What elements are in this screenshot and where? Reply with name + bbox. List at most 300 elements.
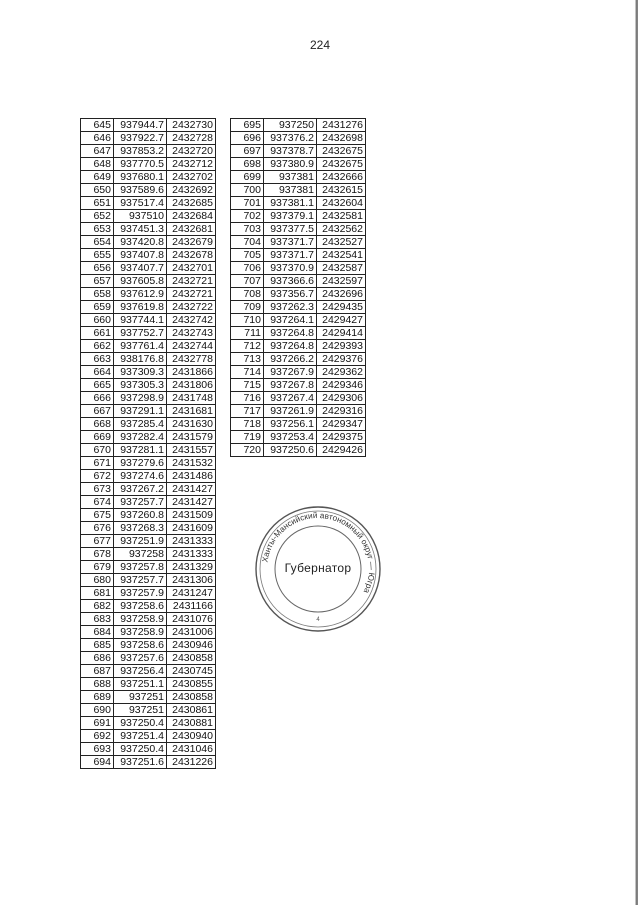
x-coordinate-cell: 937853.2 — [114, 145, 167, 158]
y-coordinate-cell: 2429414 — [317, 327, 366, 340]
y-coordinate-cell: 2432684 — [167, 210, 216, 223]
x-coordinate-cell: 937250.4 — [114, 717, 167, 730]
point-number-cell: 712 — [231, 340, 264, 353]
point-number-cell: 687 — [81, 665, 114, 678]
y-coordinate-cell: 2432778 — [167, 353, 216, 366]
y-coordinate-cell: 2431866 — [167, 366, 216, 379]
x-coordinate-cell: 937381 — [264, 171, 317, 184]
table-row — [81, 327, 216, 340]
point-number-cell: 656 — [81, 262, 114, 275]
y-coordinate-cell: 2431579 — [167, 431, 216, 444]
y-coordinate-cell: 2431226 — [167, 756, 216, 769]
x-coordinate-cell: 937309.3 — [114, 366, 167, 379]
y-coordinate-cell: 2432728 — [167, 132, 216, 145]
table-row — [231, 119, 366, 132]
y-coordinate-cell: 2431306 — [167, 574, 216, 587]
official-stamp — [254, 505, 382, 633]
x-coordinate-cell: 937264.8 — [264, 327, 317, 340]
point-number-cell: 671 — [81, 457, 114, 470]
point-number-cell: 669 — [81, 431, 114, 444]
point-number-cell: 680 — [81, 574, 114, 587]
point-number-cell: 717 — [231, 405, 264, 418]
table-row — [81, 301, 216, 314]
y-coordinate-cell: 2431046 — [167, 743, 216, 756]
y-coordinate-cell: 2432722 — [167, 301, 216, 314]
y-coordinate-cell: 2431333 — [167, 535, 216, 548]
x-coordinate-cell: 937267.8 — [264, 379, 317, 392]
point-number-cell: 673 — [81, 483, 114, 496]
point-number-cell: 676 — [81, 522, 114, 535]
x-coordinate-cell: 937381 — [264, 184, 317, 197]
x-coordinate-cell: 937253.4 — [264, 431, 317, 444]
table-row — [231, 418, 366, 431]
x-coordinate-cell: 937420.8 — [114, 236, 167, 249]
table-row — [231, 353, 366, 366]
stamp-number: 4 — [316, 617, 320, 623]
point-number-cell: 718 — [231, 418, 264, 431]
point-number-cell: 647 — [81, 145, 114, 158]
y-coordinate-cell: 2431006 — [167, 626, 216, 639]
table-row — [81, 288, 216, 301]
table-row — [231, 327, 366, 340]
x-coordinate-cell: 937370.9 — [264, 262, 317, 275]
y-coordinate-cell: 2430861 — [167, 704, 216, 717]
y-coordinate-cell: 2431276 — [317, 119, 366, 132]
table-row — [81, 626, 216, 639]
point-number-cell: 708 — [231, 288, 264, 301]
y-coordinate-cell: 2429427 — [317, 314, 366, 327]
y-coordinate-cell: 2432712 — [167, 158, 216, 171]
table-row — [81, 353, 216, 366]
point-number-cell: 695 — [231, 119, 264, 132]
point-number-cell: 660 — [81, 314, 114, 327]
point-number-cell: 704 — [231, 236, 264, 249]
table-row — [231, 145, 366, 158]
point-number-cell: 716 — [231, 392, 264, 405]
x-coordinate-cell: 937256.1 — [264, 418, 317, 431]
table-row — [81, 483, 216, 496]
x-coordinate-cell: 937510 — [114, 210, 167, 223]
point-number-cell: 655 — [81, 249, 114, 262]
point-number-cell: 711 — [231, 327, 264, 340]
point-number-cell: 703 — [231, 223, 264, 236]
x-coordinate-cell: 937251.1 — [114, 678, 167, 691]
x-coordinate-cell: 937380.9 — [264, 158, 317, 171]
x-coordinate-cell: 937378.7 — [264, 145, 317, 158]
table-row — [81, 379, 216, 392]
x-coordinate-cell: 937257.9 — [114, 587, 167, 600]
y-coordinate-cell: 2432562 — [317, 223, 366, 236]
y-coordinate-cell: 2432581 — [317, 210, 366, 223]
y-coordinate-cell: 2429435 — [317, 301, 366, 314]
point-number-cell: 657 — [81, 275, 114, 288]
table-row — [81, 717, 216, 730]
table-row — [81, 730, 216, 743]
table-row — [81, 132, 216, 145]
stamp-ring-text: Ханты-Мансийский автономный округ — Югра — [260, 510, 377, 595]
table-row — [81, 561, 216, 574]
y-coordinate-cell: 2432698 — [317, 132, 366, 145]
table-row — [231, 340, 366, 353]
table-row — [81, 535, 216, 548]
point-number-cell: 645 — [81, 119, 114, 132]
x-coordinate-cell: 937258.6 — [114, 600, 167, 613]
y-coordinate-cell: 2432742 — [167, 314, 216, 327]
point-number-cell: 667 — [81, 405, 114, 418]
table-row — [231, 236, 366, 249]
point-number-cell: 681 — [81, 587, 114, 600]
y-coordinate-cell: 2432604 — [317, 197, 366, 210]
y-coordinate-cell: 2432720 — [167, 145, 216, 158]
point-number-cell: 678 — [81, 548, 114, 561]
table-row — [231, 392, 366, 405]
table-row — [81, 652, 216, 665]
x-coordinate-cell: 937366.6 — [264, 275, 317, 288]
table-row — [231, 210, 366, 223]
x-coordinate-cell: 937251.6 — [114, 756, 167, 769]
point-number-cell: 653 — [81, 223, 114, 236]
point-number-cell: 694 — [81, 756, 114, 769]
x-coordinate-cell: 937291.1 — [114, 405, 167, 418]
x-coordinate-cell: 937376.2 — [264, 132, 317, 145]
table-row — [231, 132, 366, 145]
coordinates-table-right — [230, 118, 366, 457]
y-coordinate-cell: 2431486 — [167, 470, 216, 483]
y-coordinate-cell: 2431333 — [167, 548, 216, 561]
table-row — [81, 262, 216, 275]
x-coordinate-cell: 937250 — [264, 119, 317, 132]
point-number-cell: 707 — [231, 275, 264, 288]
table-row — [81, 171, 216, 184]
y-coordinate-cell: 2429426 — [317, 444, 366, 457]
x-coordinate-cell: 937381.1 — [264, 197, 317, 210]
point-number-cell: 661 — [81, 327, 114, 340]
y-coordinate-cell: 2432587 — [317, 262, 366, 275]
x-coordinate-cell: 937752.7 — [114, 327, 167, 340]
y-coordinate-cell: 2432730 — [167, 119, 216, 132]
point-number-cell: 677 — [81, 535, 114, 548]
stamp-center-text: Губернатор — [284, 561, 352, 575]
x-coordinate-cell: 937268.3 — [114, 522, 167, 535]
x-coordinate-cell: 937451.3 — [114, 223, 167, 236]
table-row — [81, 743, 216, 756]
y-coordinate-cell: 2430940 — [167, 730, 216, 743]
y-coordinate-cell: 2431076 — [167, 613, 216, 626]
point-number-cell: 688 — [81, 678, 114, 691]
y-coordinate-cell: 2432527 — [317, 236, 366, 249]
table-row — [81, 314, 216, 327]
table-row — [81, 600, 216, 613]
y-coordinate-cell: 2432702 — [167, 171, 216, 184]
y-coordinate-cell: 2430946 — [167, 639, 216, 652]
scan-edge-artifact — [635, 0, 638, 905]
x-coordinate-cell: 937281.1 — [114, 444, 167, 457]
y-coordinate-cell: 2432675 — [317, 158, 366, 171]
table-row — [231, 314, 366, 327]
y-coordinate-cell: 2431532 — [167, 457, 216, 470]
point-number-cell: 674 — [81, 496, 114, 509]
y-coordinate-cell: 2432681 — [167, 223, 216, 236]
y-coordinate-cell: 2429376 — [317, 353, 366, 366]
x-coordinate-cell: 937356.7 — [264, 288, 317, 301]
x-coordinate-cell: 937305.3 — [114, 379, 167, 392]
table-row — [231, 223, 366, 236]
point-number-cell: 690 — [81, 704, 114, 717]
x-coordinate-cell: 937267.4 — [264, 392, 317, 405]
y-coordinate-cell: 2431166 — [167, 600, 216, 613]
table-row — [81, 704, 216, 717]
x-coordinate-cell: 937407.8 — [114, 249, 167, 262]
table-row — [81, 184, 216, 197]
table-row — [231, 444, 366, 457]
x-coordinate-cell: 937251 — [114, 691, 167, 704]
x-coordinate-cell: 937377.5 — [264, 223, 317, 236]
table-row — [81, 119, 216, 132]
x-coordinate-cell: 937264.1 — [264, 314, 317, 327]
table-row — [81, 431, 216, 444]
x-coordinate-cell: 937250.6 — [264, 444, 317, 457]
y-coordinate-cell: 2430858 — [167, 652, 216, 665]
x-coordinate-cell: 937680.1 — [114, 171, 167, 184]
table-row — [231, 366, 366, 379]
x-coordinate-cell: 937612.9 — [114, 288, 167, 301]
y-coordinate-cell: 2429375 — [317, 431, 366, 444]
x-coordinate-cell: 937517.4 — [114, 197, 167, 210]
x-coordinate-cell: 937257.7 — [114, 496, 167, 509]
point-number-cell: 664 — [81, 366, 114, 379]
x-coordinate-cell: 937262.3 — [264, 301, 317, 314]
x-coordinate-cell: 937407.7 — [114, 262, 167, 275]
table-row — [81, 236, 216, 249]
y-coordinate-cell: 2431329 — [167, 561, 216, 574]
table-row — [81, 418, 216, 431]
table-row — [81, 457, 216, 470]
point-number-cell: 697 — [231, 145, 264, 158]
y-coordinate-cell: 2432685 — [167, 197, 216, 210]
y-coordinate-cell: 2432721 — [167, 275, 216, 288]
point-number-cell: 701 — [231, 197, 264, 210]
point-number-cell: 665 — [81, 379, 114, 392]
point-number-cell: 679 — [81, 561, 114, 574]
y-coordinate-cell: 2430881 — [167, 717, 216, 730]
point-number-cell: 672 — [81, 470, 114, 483]
x-coordinate-cell: 937619.8 — [114, 301, 167, 314]
y-coordinate-cell: 2431427 — [167, 496, 216, 509]
x-coordinate-cell: 937251 — [114, 704, 167, 717]
x-coordinate-cell: 937258.6 — [114, 639, 167, 652]
table-row — [81, 691, 216, 704]
point-number-cell: 654 — [81, 236, 114, 249]
y-coordinate-cell: 2432678 — [167, 249, 216, 262]
x-coordinate-cell: 937944.7 — [114, 119, 167, 132]
point-number-cell: 702 — [231, 210, 264, 223]
point-number-cell: 666 — [81, 392, 114, 405]
table-row — [81, 145, 216, 158]
table-row — [81, 158, 216, 171]
x-coordinate-cell: 937605.8 — [114, 275, 167, 288]
table-row — [231, 171, 366, 184]
y-coordinate-cell: 2432675 — [317, 145, 366, 158]
y-coordinate-cell: 2431681 — [167, 405, 216, 418]
point-number-cell: 714 — [231, 366, 264, 379]
x-coordinate-cell: 937261.9 — [264, 405, 317, 418]
point-number-cell: 693 — [81, 743, 114, 756]
x-coordinate-cell: 937274.6 — [114, 470, 167, 483]
point-number-cell: 668 — [81, 418, 114, 431]
y-coordinate-cell: 2432615 — [317, 184, 366, 197]
x-coordinate-cell: 937761.4 — [114, 340, 167, 353]
table-row — [81, 613, 216, 626]
y-coordinate-cell: 2431247 — [167, 587, 216, 600]
table-row — [231, 249, 366, 262]
point-number-cell: 675 — [81, 509, 114, 522]
x-coordinate-cell: 937251.4 — [114, 730, 167, 743]
point-number-cell: 686 — [81, 652, 114, 665]
x-coordinate-cell: 937298.9 — [114, 392, 167, 405]
table-row — [81, 444, 216, 457]
table-row — [81, 249, 216, 262]
page-number: 224 — [309, 38, 331, 52]
x-coordinate-cell: 937258 — [114, 548, 167, 561]
y-coordinate-cell: 2431806 — [167, 379, 216, 392]
point-number-cell: 719 — [231, 431, 264, 444]
x-coordinate-cell: 937371.7 — [264, 236, 317, 249]
coordinates-table-left — [80, 118, 216, 769]
point-number-cell: 691 — [81, 717, 114, 730]
point-number-cell: 658 — [81, 288, 114, 301]
point-number-cell: 709 — [231, 301, 264, 314]
point-number-cell: 662 — [81, 340, 114, 353]
table-row — [81, 470, 216, 483]
table-row — [231, 197, 366, 210]
x-coordinate-cell: 937371.7 — [264, 249, 317, 262]
point-number-cell: 684 — [81, 626, 114, 639]
table-row — [231, 184, 366, 197]
x-coordinate-cell: 937256.4 — [114, 665, 167, 678]
x-coordinate-cell: 937922.7 — [114, 132, 167, 145]
x-coordinate-cell: 937285.4 — [114, 418, 167, 431]
table-row — [231, 379, 366, 392]
x-coordinate-cell: 937257.6 — [114, 652, 167, 665]
table-row — [81, 340, 216, 353]
x-coordinate-cell: 937257.8 — [114, 561, 167, 574]
table-row — [81, 522, 216, 535]
point-number-cell: 685 — [81, 639, 114, 652]
y-coordinate-cell: 2429347 — [317, 418, 366, 431]
point-number-cell: 706 — [231, 262, 264, 275]
x-coordinate-cell: 937589.6 — [114, 184, 167, 197]
x-coordinate-cell: 937266.2 — [264, 353, 317, 366]
table-row — [81, 587, 216, 600]
point-number-cell: 663 — [81, 353, 114, 366]
table-row — [81, 678, 216, 691]
point-number-cell: 705 — [231, 249, 264, 262]
y-coordinate-cell: 2432721 — [167, 288, 216, 301]
y-coordinate-cell: 2431609 — [167, 522, 216, 535]
y-coordinate-cell: 2432744 — [167, 340, 216, 353]
table-row — [81, 756, 216, 769]
y-coordinate-cell: 2432743 — [167, 327, 216, 340]
y-coordinate-cell: 2429346 — [317, 379, 366, 392]
y-coordinate-cell: 2432679 — [167, 236, 216, 249]
table-row — [231, 262, 366, 275]
x-coordinate-cell: 937282.4 — [114, 431, 167, 444]
y-coordinate-cell: 2431557 — [167, 444, 216, 457]
table-row — [81, 366, 216, 379]
point-number-cell: 692 — [81, 730, 114, 743]
point-number-cell: 713 — [231, 353, 264, 366]
point-number-cell: 646 — [81, 132, 114, 145]
point-number-cell: 720 — [231, 444, 264, 457]
point-number-cell: 670 — [81, 444, 114, 457]
y-coordinate-cell: 2431748 — [167, 392, 216, 405]
table-row — [81, 392, 216, 405]
table-row — [81, 197, 216, 210]
y-coordinate-cell: 2432666 — [317, 171, 366, 184]
y-coordinate-cell: 2431509 — [167, 509, 216, 522]
y-coordinate-cell: 2430858 — [167, 691, 216, 704]
point-number-cell: 682 — [81, 600, 114, 613]
table-row — [231, 431, 366, 444]
table-row — [231, 405, 366, 418]
y-coordinate-cell: 2431427 — [167, 483, 216, 496]
point-number-cell: 710 — [231, 314, 264, 327]
y-coordinate-cell: 2432541 — [317, 249, 366, 262]
table-row — [81, 639, 216, 652]
x-coordinate-cell: 937257.7 — [114, 574, 167, 587]
table-row — [81, 210, 216, 223]
table-row — [231, 288, 366, 301]
x-coordinate-cell: 937267.9 — [264, 366, 317, 379]
table-row — [231, 301, 366, 314]
point-number-cell: 659 — [81, 301, 114, 314]
table-row — [231, 158, 366, 171]
x-coordinate-cell: 937379.1 — [264, 210, 317, 223]
y-coordinate-cell: 2429306 — [317, 392, 366, 405]
point-number-cell: 683 — [81, 613, 114, 626]
y-coordinate-cell: 2429362 — [317, 366, 366, 379]
x-coordinate-cell: 937744.1 — [114, 314, 167, 327]
point-number-cell: 652 — [81, 210, 114, 223]
table-row — [81, 574, 216, 587]
y-coordinate-cell: 2432701 — [167, 262, 216, 275]
point-number-cell: 698 — [231, 158, 264, 171]
table-row — [81, 509, 216, 522]
point-number-cell: 651 — [81, 197, 114, 210]
y-coordinate-cell: 2430855 — [167, 678, 216, 691]
table-row — [81, 665, 216, 678]
table-row — [81, 275, 216, 288]
y-coordinate-cell: 2432692 — [167, 184, 216, 197]
point-number-cell: 689 — [81, 691, 114, 704]
point-number-cell: 649 — [81, 171, 114, 184]
x-coordinate-cell: 938176.8 — [114, 353, 167, 366]
point-number-cell: 648 — [81, 158, 114, 171]
x-coordinate-cell: 937258.9 — [114, 613, 167, 626]
point-number-cell: 715 — [231, 379, 264, 392]
y-coordinate-cell: 2432696 — [317, 288, 366, 301]
point-number-cell: 650 — [81, 184, 114, 197]
x-coordinate-cell: 937251.9 — [114, 535, 167, 548]
x-coordinate-cell: 937260.8 — [114, 509, 167, 522]
x-coordinate-cell: 937279.6 — [114, 457, 167, 470]
x-coordinate-cell: 937258.9 — [114, 626, 167, 639]
point-number-cell: 696 — [231, 132, 264, 145]
table-row — [81, 405, 216, 418]
table-row — [81, 223, 216, 236]
y-coordinate-cell: 2431630 — [167, 418, 216, 431]
y-coordinate-cell: 2432597 — [317, 275, 366, 288]
